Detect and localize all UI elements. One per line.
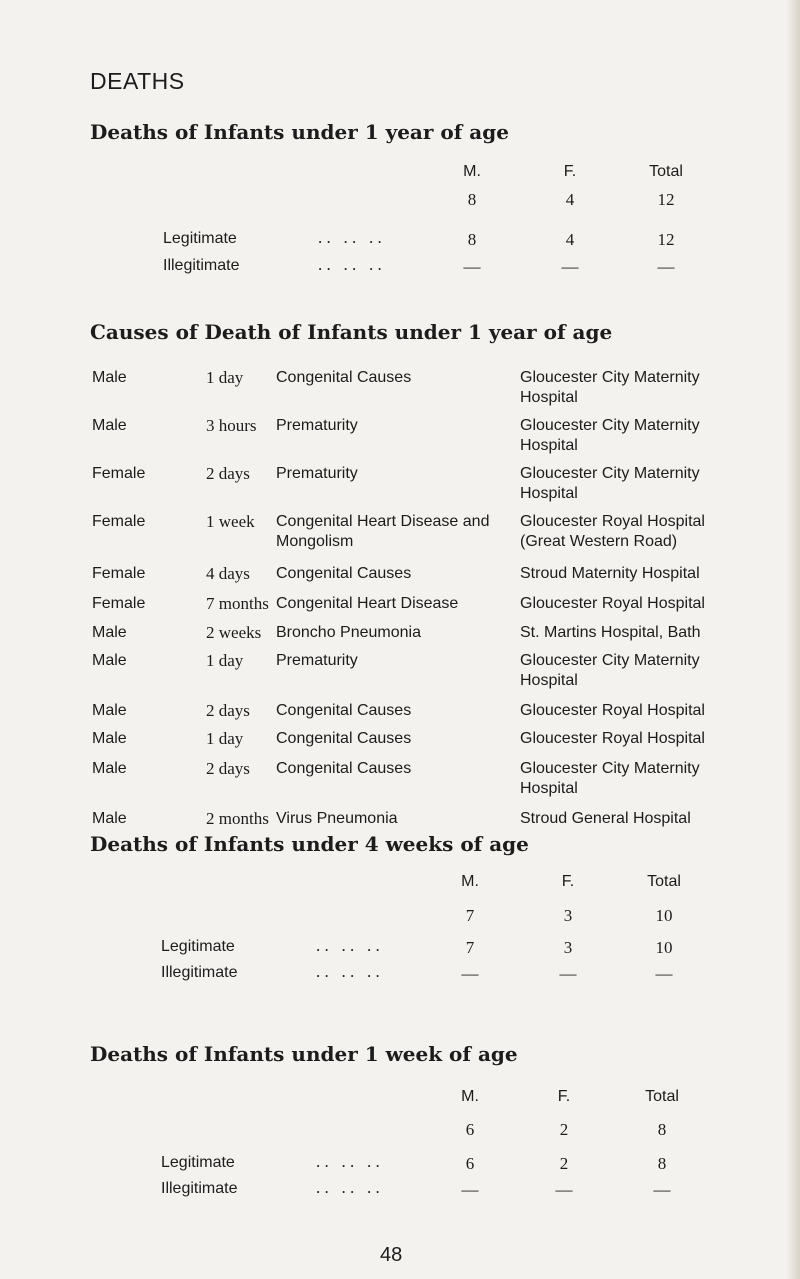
legitimate-f: 2 <box>559 1154 569 1173</box>
cause-sex: Male <box>92 810 127 827</box>
cause-place: Gloucester City Maternity Hospital <box>520 652 700 689</box>
cause-place: Gloucester City Maternity Hospital <box>520 465 700 502</box>
cause-sex: Male <box>92 760 127 777</box>
table-row <box>0 464 800 504</box>
leader-dots: . . . . . . <box>316 1178 380 1197</box>
cause-text: Broncho Pneumonia <box>276 624 421 641</box>
cause-age: 1 week <box>206 512 255 531</box>
cause-text: Congenital Heart Disease and Mongolism <box>276 513 490 550</box>
cause-place: St. Martins Hospital, Bath <box>520 624 701 641</box>
cause-age: 1 day <box>206 651 244 670</box>
col-header-f: F. <box>561 873 575 890</box>
legitimate-total: 8 <box>657 1154 667 1173</box>
row-label-legitimate: Legitimate <box>161 1154 235 1171</box>
row-label-illegitimate: Illegitimate <box>161 1180 238 1197</box>
cause-place: Gloucester Royal Hospital (Great Western Road) <box>520 513 705 550</box>
illegitimate-total: — <box>653 1180 671 1199</box>
illegitimate-total: — <box>655 964 673 983</box>
col-header-total: Total <box>645 1088 679 1105</box>
section-heading-causes: Causes of Death of Infants under 1 year of age <box>90 320 613 344</box>
section-heading-under-1-week: Deaths of Infants under 1 week of age <box>90 1042 518 1066</box>
page-title: DEATHS <box>90 68 185 94</box>
page-number: 48 <box>380 1244 403 1266</box>
cause-text: Virus Pneumonia <box>276 810 398 827</box>
col-header-f: F. <box>557 1088 571 1105</box>
cause-text: Congenital Causes <box>276 565 412 582</box>
cause-sex: Female <box>92 565 146 582</box>
leader-dots: . . . . . . <box>318 255 382 274</box>
table-row <box>0 512 800 552</box>
cause-text: Congenital Causes <box>276 730 412 747</box>
causes-table <box>0 368 800 748</box>
cause-age: 2 months <box>206 809 269 828</box>
cause-age: 7 months <box>206 594 269 613</box>
col-header-f: F. <box>563 163 577 180</box>
cause-place: Stroud General Hospital <box>520 810 691 827</box>
table-row <box>0 416 800 456</box>
cause-age: 1 day <box>206 729 244 748</box>
cause-text: Prematurity <box>276 417 358 434</box>
cause-age: 2 days <box>206 701 250 720</box>
total-total: 8 <box>657 1120 667 1139</box>
cause-place: Gloucester Royal Hospital <box>520 702 705 719</box>
cause-sex: Male <box>92 624 127 641</box>
cause-age: 1 day <box>206 368 244 387</box>
causes-table-continued <box>0 729 800 849</box>
col-header-m: M. <box>461 1088 479 1105</box>
row-label-illegitimate: Illegitimate <box>161 964 238 981</box>
cause-place: Gloucester City Maternity Hospital <box>520 417 700 454</box>
total-f: 2 <box>559 1120 569 1139</box>
legitimate-total: 12 <box>657 230 675 249</box>
cause-text: Prematurity <box>276 465 358 482</box>
leader-dots: . . . . . . <box>316 1152 380 1171</box>
cause-sex: Female <box>92 595 146 612</box>
cause-text: Congenital Causes <box>276 369 412 386</box>
total-f: 4 <box>565 190 575 209</box>
cause-age: 4 days <box>206 564 250 583</box>
table-row <box>0 759 800 799</box>
cause-age: 2 weeks <box>206 623 262 642</box>
cause-sex: Female <box>92 465 146 482</box>
cause-place: Gloucester City Maternity Hospital <box>520 760 700 797</box>
illegitimate-total: — <box>657 257 675 276</box>
illegitimate-f: — <box>561 257 579 276</box>
col-header-m: M. <box>461 873 479 890</box>
legitimate-f: 3 <box>563 938 573 957</box>
total-m: 6 <box>465 1120 475 1139</box>
row-label-legitimate: Legitimate <box>161 938 235 955</box>
cause-text: Congenital Causes <box>276 702 412 719</box>
cause-sex: Female <box>92 513 146 530</box>
cause-sex: Male <box>92 652 127 669</box>
cause-age: 2 days <box>206 759 250 778</box>
leader-dots: . . . . . . <box>316 962 380 981</box>
cause-sex: Male <box>92 702 127 719</box>
legitimate-m: 7 <box>465 938 475 957</box>
cause-place: Gloucester Royal Hospital <box>520 595 705 612</box>
leader-dots: . . . . . . <box>316 936 380 955</box>
layout-anchor <box>0 0 800 1</box>
cause-sex: Male <box>92 369 127 386</box>
illegitimate-f: — <box>559 964 577 983</box>
cause-place: Gloucester Royal Hospital <box>520 730 705 747</box>
legitimate-m: 6 <box>465 1154 475 1173</box>
cause-age: 2 days <box>206 464 250 483</box>
cause-sex: Male <box>92 417 127 434</box>
row-label-legitimate: Legitimate <box>163 230 237 247</box>
col-header-m: M. <box>463 163 481 180</box>
col-header-total: Total <box>649 163 683 180</box>
illegitimate-m: — <box>463 257 481 276</box>
legitimate-total: 10 <box>655 938 673 957</box>
cause-text: Congenital Heart Disease <box>276 595 459 612</box>
total-total: 10 <box>655 906 673 925</box>
cause-place: Stroud Maternity Hospital <box>520 565 700 582</box>
legitimate-m: 8 <box>467 230 477 249</box>
total-m: 7 <box>465 906 475 925</box>
illegitimate-m: — <box>461 1180 479 1199</box>
total-f: 3 <box>563 906 573 925</box>
illegitimate-f: — <box>555 1180 573 1199</box>
section-heading-under-1-year: Deaths of Infants under 1 year of age <box>90 120 509 144</box>
cause-place: Gloucester City Maternity Hospital <box>520 369 700 406</box>
legitimate-f: 4 <box>565 230 575 249</box>
section-heading-under-4-weeks: Deaths of Infants under 4 weeks of age <box>90 832 529 856</box>
cause-age: 3 hours <box>206 416 257 435</box>
row-label-illegitimate: Illegitimate <box>163 257 240 274</box>
table-row <box>0 368 800 408</box>
leader-dots: . . . . . . <box>318 228 382 247</box>
table-row <box>0 651 800 691</box>
total-total: 12 <box>657 190 675 209</box>
col-header-total: Total <box>647 873 681 890</box>
cause-text: Prematurity <box>276 652 358 669</box>
cause-text: Congenital Causes <box>276 760 412 777</box>
illegitimate-m: — <box>461 964 479 983</box>
cause-sex: Male <box>92 730 127 747</box>
total-m: 8 <box>467 190 477 209</box>
